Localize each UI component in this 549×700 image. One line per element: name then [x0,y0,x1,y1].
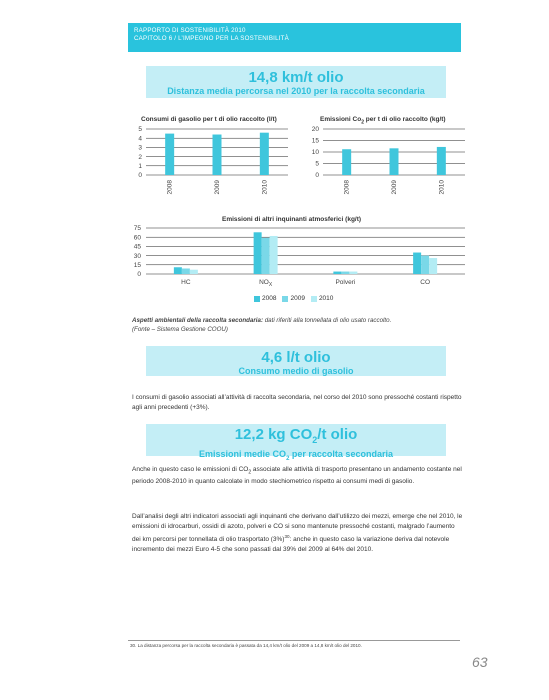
paragraph-co2: Anche in questo caso le emissioni di $CO_2$ associate alle attività di trasporto presentano un andamento costante nel periodo 2008-2010 in quanto calcolate in modo stechiometrico rispetto ai consumi medi di gasolio. [132,466,462,486]
diesel-chart-xtick: 2008 [166,180,174,195]
diesel-chart-ytick: 4 [138,135,142,143]
pollutants-bar-2008 [174,267,182,274]
pollutants-xtick: Polveri [335,279,356,286]
co2-chart-ytick: 0 [315,172,319,180]
legend-swatch-2009 [282,296,288,302]
pollutants-ytick: 0 [137,271,141,279]
pollutants-ytick: 75 [133,225,141,233]
footnote-divider [128,640,460,641]
legend-item-2008: 2008 [254,295,276,302]
kpi-co2-caption: Emissioni medie $CO_2$ per raccolta secondaria [199,449,393,462]
diesel-chart-xtick: 2010 [261,180,269,195]
pollutants-bar-2009 [421,256,429,274]
co2-chart-ytick: 5 [315,160,319,168]
co2-chart-ytick: 20 [311,126,319,134]
paragraph-consumption: I consumi di gasolio associati all’attività di raccolta secondaria, nel corso del 2010 sono pressoché costanti rispetto agli anni precedenti (+3%). [132,394,462,411]
kpi-consumption-value: 4,6 l/t olio [261,349,331,366]
diesel-chart-ytick: 2 [138,153,142,161]
kpi-consumption-caption: Consumo medio di gasolio [238,366,354,376]
kpi-consumption-box [146,346,446,376]
diesel-chart-ytick: 0 [138,172,142,180]
pollutants-bar-2010 [349,272,357,274]
pollutants-bar-2008 [254,232,262,274]
chart-co2-title: Emissioni $Co_2$ per t di olio raccolto (kg/t) [320,116,446,126]
pollutants-xtick: HC [181,279,191,286]
legend-swatch-2010 [311,296,317,302]
diesel-chart-ytick: 3 [138,144,142,152]
pollutants-xtick: $NO_X$ [259,279,273,288]
co2-chart-ytick: 10 [311,149,319,157]
co2-chart-xtick: 2009 [391,180,398,195]
chart-diesel-title: Consumi di gasolio per t di olio raccolto (l/t) [141,116,277,123]
diesel-chart-ytick: 5 [138,126,142,134]
kpi-distance-caption: Distanza media percorsa nel 2010 per la raccolta secondaria [167,86,425,96]
chart-note: Aspetti ambientali della raccolta secondaria: dati riferiti alla tonnellata di olio usato raccolto. (Fonte – Sistema Gestione COOU) [132,317,392,333]
kpi-distance-value: 14,8 km/t olio [248,69,344,86]
co2-chart-xtick: 2008 [343,180,351,195]
chapter-title: CAPITOLO 6 / L’IMPEGNO PER LA SOSTENIBILITÀ [134,35,289,42]
diesel-chart-bar [213,135,222,175]
co2-chart-xtick: 2010 [438,180,446,195]
pollutants-bar-2010 [190,270,198,274]
chart-pollutants-title: Emissioni di altri inquinanti atmosferici (kg/t) [222,216,362,223]
pollutants-ytick: 15 [133,262,141,269]
diesel-chart-xtick: 2009 [214,180,221,195]
co2-chart-bar [437,147,446,175]
report-title: RAPPORTO DI SOSTENIBILITÀ 2010 [134,27,246,34]
pollutants-ytick: 30 [133,252,141,260]
legend-item-2010: 2010 [311,295,333,302]
paragraph-pollutants: Dall’analisi degli altri indicatori associati agli inquinanti che derivano dall’utilizzo dei mezzi, emerge che nel 2010, le emissioni di idrocarburi, ossidi di azoto, polveri e CO si sono mantenute pressoché costanti, malgrado l’aumento dei km percorsi per tonnellata di olio trasportato $(3\%)^{30}$: anche in questo caso la variazione deriva dal notevole incremento dei mezzi Euro 4-5 che sono passati dal 39% del 2009 al 64% del 2010. [132,513,463,554]
diesel-chart-bar [260,133,269,175]
pollutants-bar-2008 [333,272,341,274]
co2-chart-bar [390,148,399,175]
co2-chart-ytick: 15 [311,137,319,145]
pollutants-bar-2009 [182,268,190,274]
pollutants-ytick: 45 [133,243,141,251]
pollutants-bar-2010 [429,258,437,274]
pollutants-bar-2008 [413,253,421,274]
pollutants-bar-2010 [270,236,278,274]
legend-swatch-2008 [254,296,260,302]
legend-item-2009: 2009 [282,295,304,302]
page-number: 63 [472,654,488,670]
chart-source: (Fonte – Sistema Gestione COOU) [132,326,228,333]
pollutants-bar-2009 [341,272,349,274]
footnote: 30. La distanza percorsa per la raccolta secondaria è passata da 14,4 km/t olio del 2009 a 14,8 km/t olio del 2010. [130,643,362,648]
kpi-co2-value: 12,2 kg $CO_2/t$ olio [234,426,358,445]
diesel-chart-bar [165,134,174,175]
diesel-chart-ytick: 1 [138,163,142,170]
pollutants-ytick: 60 [133,234,141,242]
pollutants-xtick: CO [420,279,430,286]
kpi-co2-box [146,424,446,462]
pollutants-bar-2009 [262,238,270,274]
co2-chart-bar [342,149,351,175]
chart-pollutants-legend [254,295,333,302]
